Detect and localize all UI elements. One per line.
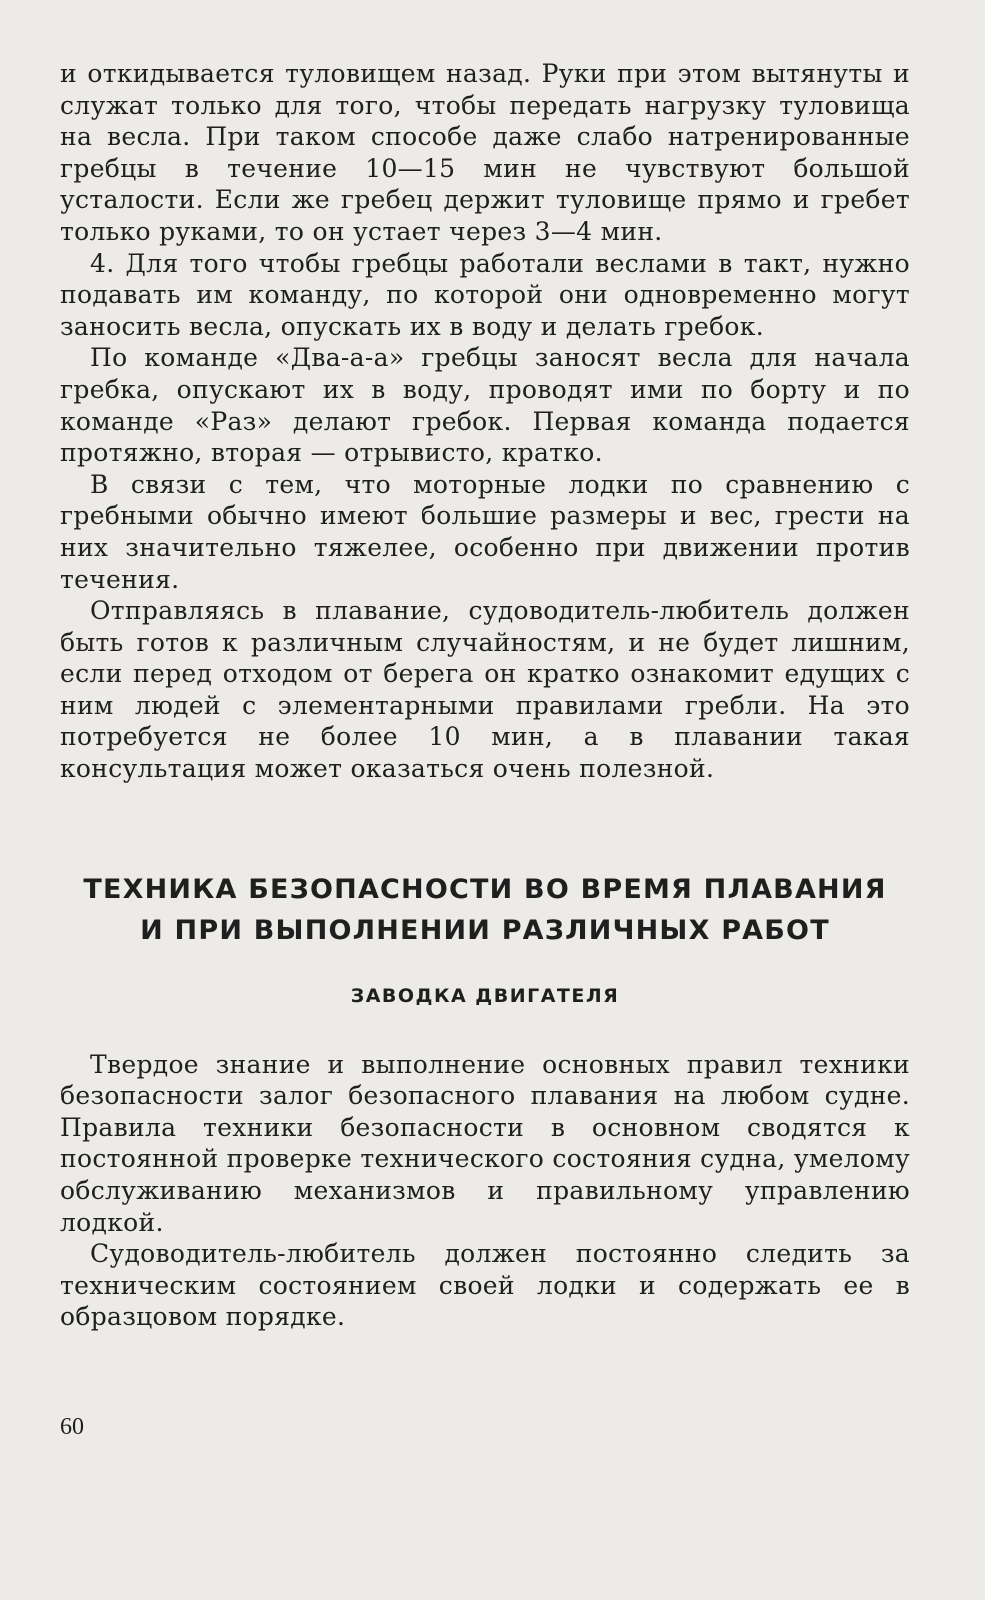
section-title-line-2: И ПРИ ВЫПОЛНЕНИИ РАЗЛИЧНЫХ РАБОТ [140,914,830,946]
paragraph-rowing-posture: и откидывается туловищем назад. Руки при этом вытянуты и служат только для того, чтобы передать нагрузку туловища на весла. При таком способе даже слабо натренированные гребцы в течение 10—15 мин не чувствуют большой усталости. Если же гребец держит туловище прямо и гребет только руками, то он устает через 3—4 мин. [60,59,910,246]
paragraph-preparation: Отправляясь в плавание, судоводитель-любитель должен быть готов к различным случайностям, и не будет лишним, если перед отходом от берега он кратко ознакомит едущих с ним людей с элементарными правилами гребли. На это потребуется не более 10 мин, а в плавании такая консультация может оказаться очень полезной. [60,596,910,784]
paragraph-rowing-command: 4. Для того чтобы гребцы работали веслами в такт, нужно подавать им команду, по которой они одновременно могут заносить весла, опускать их в воду и делать гребок. [60,248,910,341]
paragraph-boat-maintenance: Судоводитель-любитель должен постоянно следить за техническим состоянием своей лодки и содержать ее в образцовом порядке. [60,1239,910,1332]
subsection-title: ЗАВОДКА ДВИГАТЕЛЯ [350,984,620,1007]
section-title [60,869,910,951]
section-title-line-1: ТЕХНИКА БЕЗОПАСНОСТИ ВО ВРЕМЯ ПЛАВАНИЯ [83,873,887,905]
paragraph-safety-knowledge: Твердое знание и выполнение основных правил техники безопасности залог безопасного плавания на любом судне. Правила техники безопасности в основном сводятся к постоянной проверке технического состояния судна, умелому обслуживанию механизмов и правильному управлению лодкой. [60,1049,910,1237]
page-number: 60 [60,1414,84,1440]
paragraph-command-description: По команде «Два-а-а» гребцы заносят весла для начала гребка, опускают их в воду, проводят ими по борту и по команде «Раз» делают гребок. Первая команда подается протяжно, вторая — отрывисто, кратко. [60,343,910,468]
paragraph-motor-boats: В связи с тем, что моторные лодки по сравнению с гребными обычно имеют большие размеры и вес, грести на них значительно тяжелее, особенно при движении против течения. [60,469,910,594]
